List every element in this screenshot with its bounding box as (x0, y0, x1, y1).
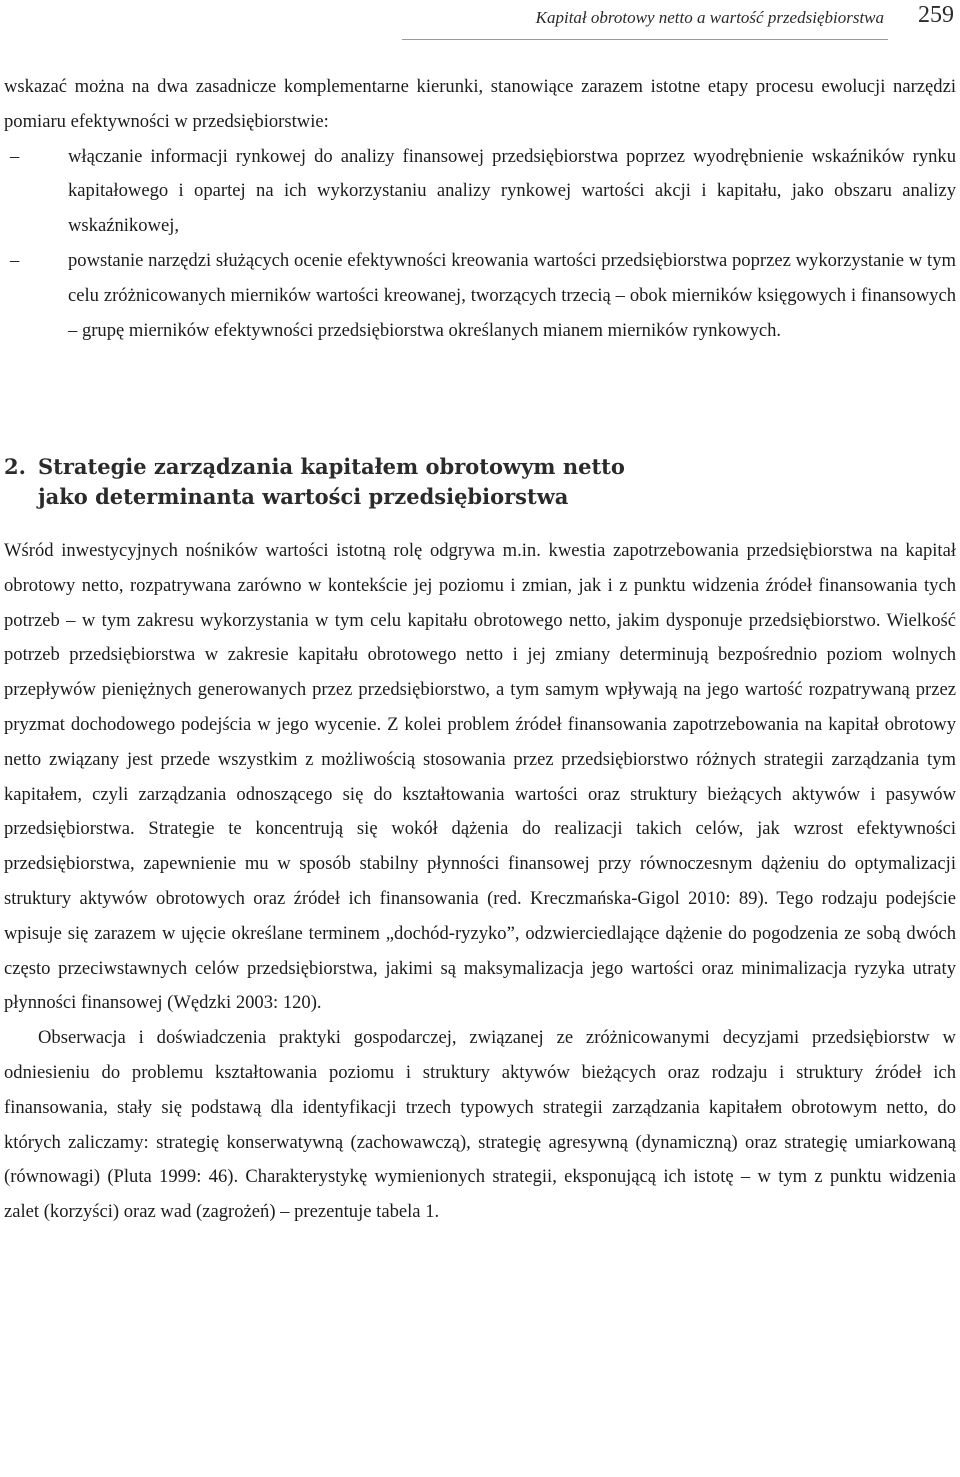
section-title-line-2: jako determinanta wartości przedsiębiorstwa (38, 484, 569, 509)
intro-lead-paragraph: wskazać można na dwa zasadnicze komplementarne kierunki, stanowiące zarazem istotne etapy procesu ewolucji narzędzi pomiaru efektywności w przedsiębiorstwie: (4, 76, 956, 132)
bullet-text: powstanie narzędzi służących ocenie efektywności kreowania wartości przedsiębiorstwa poprzez wykorzystanie w tym celu zróżnicowanych mierników wartości kreowanej, tworzących trzecią – obok mierników księgowych i finansowych – grupę mierników efektywności przedsiębiorstwa określanych mianem mierników rynkowych. (68, 249, 956, 341)
bullet-text: włączanie informacji rynkowej do analizy finansowej przedsiębiorstwa poprzez wyodrębnienie wskaźników rynku kapitałowego i opartej na ich wykorzystaniu analizy rynkowej wartości akcji i kapitału, jako obszaru analizy wskaźnikowej, (68, 145, 956, 237)
bullet-item (4, 140, 956, 244)
section-heading (4, 452, 956, 512)
body-paragraph-1: Wśród inwestycyjnych nośników wartości istotną rolę odgrywa m.in. kwestia zapotrzebowania przedsiębiorstwa na kapitał obrotowy netto, rozpatrywana zarówno w kontekście jej poziomu i zmian, jak i z punktu widzenia źródeł finansowania tych potrzeb – w tym zakresu wykorzystania w tym celu kapitału obrotowego netto, jakim dysponuje przedsiębiorstwo. Wielkość potrzeb przedsiębiorstwa w zakresie kapitału obrotowego netto i jej zmiany determinują bezpośrednio poziom wolnych przepływów pieniężnych generowanych przez przedsiębiorstwo, a tym samym wpływają na jego wartość rozpatrywaną przez pryzmat dochodowego podejścia w jego wycenie. Z kolei problem źródeł finansowania zapotrzebowania na kapitał obrotowy netto związany jest przede wszystkim z możliwością stosowania przez przedsiębiorstwo różnych strategii zarządzania tym kapitałem, czyli zarządzania odnoszącego się do kształtowania wartości oraz struktury bieżących aktywów i pasywów przedsiębiorstwa. Strategie te koncentrują się wokół dążenia do realizacji takich celów, jak wzrost efektywności przedsiębiorstwa, zapewnienie mu w sposób stabilny płynności finansowej przy równoczesnym dążeniu do optymalizacji struktury aktywów obrotowych oraz źródeł ich finansowania (red. Kreczmańska-Gigol 2010: 89). Tego rodzaju podejście wpisuje się zarazem w ujęcie określane terminem „dochód-ryzyko”, odzwierciedlające dążenie do pogodzenia ze sobą dwóch często przeciwstawnych celów przedsiębiorstwa, jakimi są maksymalizacja jego wartości oraz minimalizacja ryzyka utraty płynności finansowej (Wędzki 2003: 120). (4, 540, 956, 1014)
bullet-dash: – (10, 249, 20, 271)
bullet-dash: – (10, 145, 20, 167)
intro-block (4, 70, 956, 348)
running-header (0, 0, 960, 40)
body-text (4, 534, 956, 1230)
bullet-list (4, 140, 956, 349)
running-title: Kapitał obrotowy netto a wartość przedsiębiorstwa (535, 8, 884, 27)
section-number: 2. (4, 454, 26, 479)
body-paragraph-2: Obserwacja i doświadczenia praktyki gospodarczej, związanej ze zróżnicowanymi decyzjami przedsiębiorstw w odniesieniu do problemu kształtowania poziomu i struktury aktywów bieżących oraz rodzaju i struktury źródeł ich finansowania, stały się podstawą dla identyfikacji trzech typowych strategii zarządzania kapitałem obrotowym netto, do których zaliczamy: strategię konserwatywną (zachowawczą), strategię agresywną (dynamiczną) oraz strategię umiarkowaną (równowagi) (Pluta 1999: 46). Charakterystykę wymienionych strategii, eksponującą ich istotę – w tym z punktu widzenia zalet (korzyści) oraz wad (zagrożeń) – prezentuje tabela 1. (4, 1027, 956, 1223)
bullet-item (4, 244, 956, 348)
section-title-line-1: Strategie zarządzania kapitałem obrotowym netto (38, 454, 625, 479)
page-number: 259 (918, 2, 954, 28)
header-rule (402, 39, 888, 40)
